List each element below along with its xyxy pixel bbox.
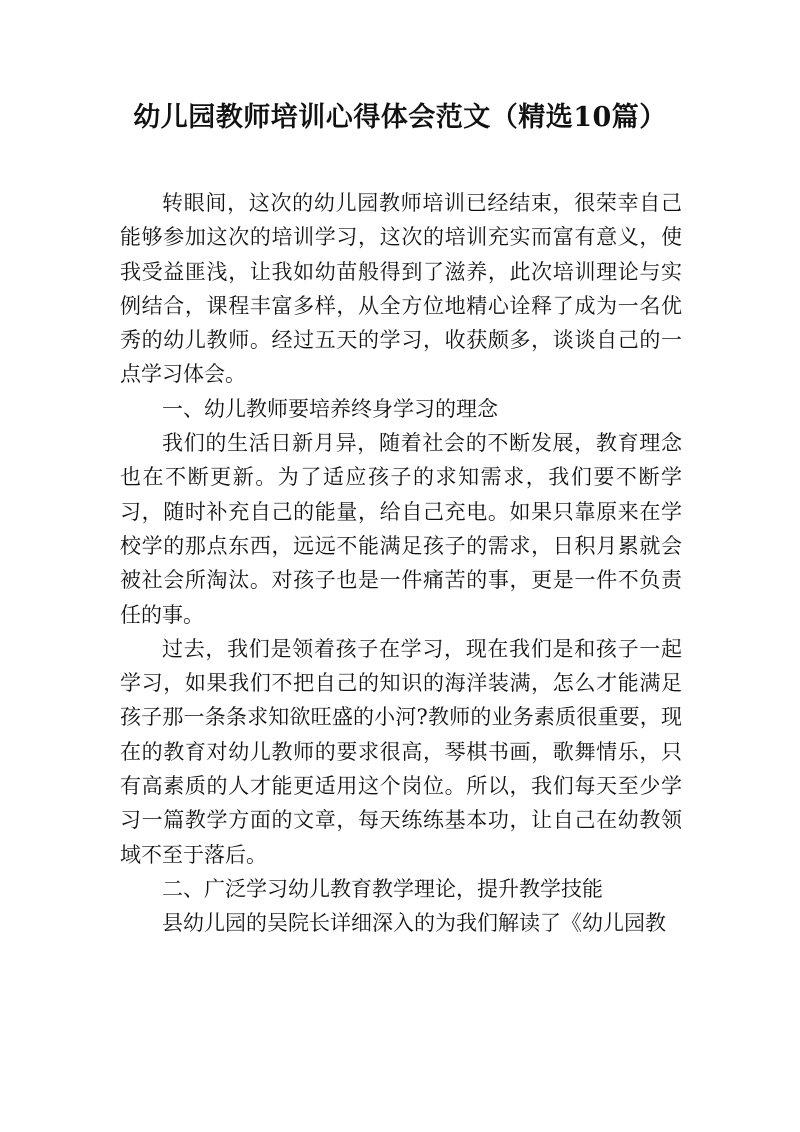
paragraph-section1-a: 我们的生活日新月异，随着社会的不断发展，教育理念也在不断更新。为了适应孩子的求知需求，我们要不断学习，随时补充自己的能量，给自己充电。如果只靠原来在学校学的那点东西，远远不能满足孩子的需求，日积月累就会被社会所淘汰。对孩子也是一件痛苦的事，更是一件不负责任的事。 (120, 431, 682, 627)
section-heading-2: 二、广泛学习幼儿教育教学理论，提升教学技能 (162, 876, 603, 901)
section-heading-1: 一、幼儿教师要培养终身学习的理念 (162, 396, 498, 421)
document-title: 幼儿园教师培训心得体会范文（精选10篇） (133, 102, 667, 133)
paragraph-section2-a: 县幼儿园的吴院长详细深入的为我们解读了《幼儿园教 (162, 911, 666, 936)
document-body (120, 186, 682, 941)
paragraph-section1-b: 过去，我们是领着孩子在学习，现在我们是和孩子一起学习，如果我们不把自己的知识的海洋装满，怎么才能满足孩子那一条条求知欲旺盛的小河?教师的业务素质很重要，现在的教育对幼儿教师的要求很高，琴棋书画，歌舞情乐，只有高素质的人才能更适用这个岗位。所以，我们每天至少学习一篇教学方面的文章，每天练练基本功，让自己在幼教领域不至于落后。 (120, 636, 682, 867)
paragraph-intro: 转眼间，这次的幼儿园教师培训已经结束，很荣幸自己能够参加这次的培训学习，这次的培训充实而富有意义，使我受益匪浅，让我如幼苗般得到了滋养，此次培训理论与实例结合，课程丰富多样，从全方位地精心诠释了成为一名优秀的幼儿教师。经过五天的学习，收获颇多，谈谈自己的一点学习体会。 (120, 191, 682, 387)
